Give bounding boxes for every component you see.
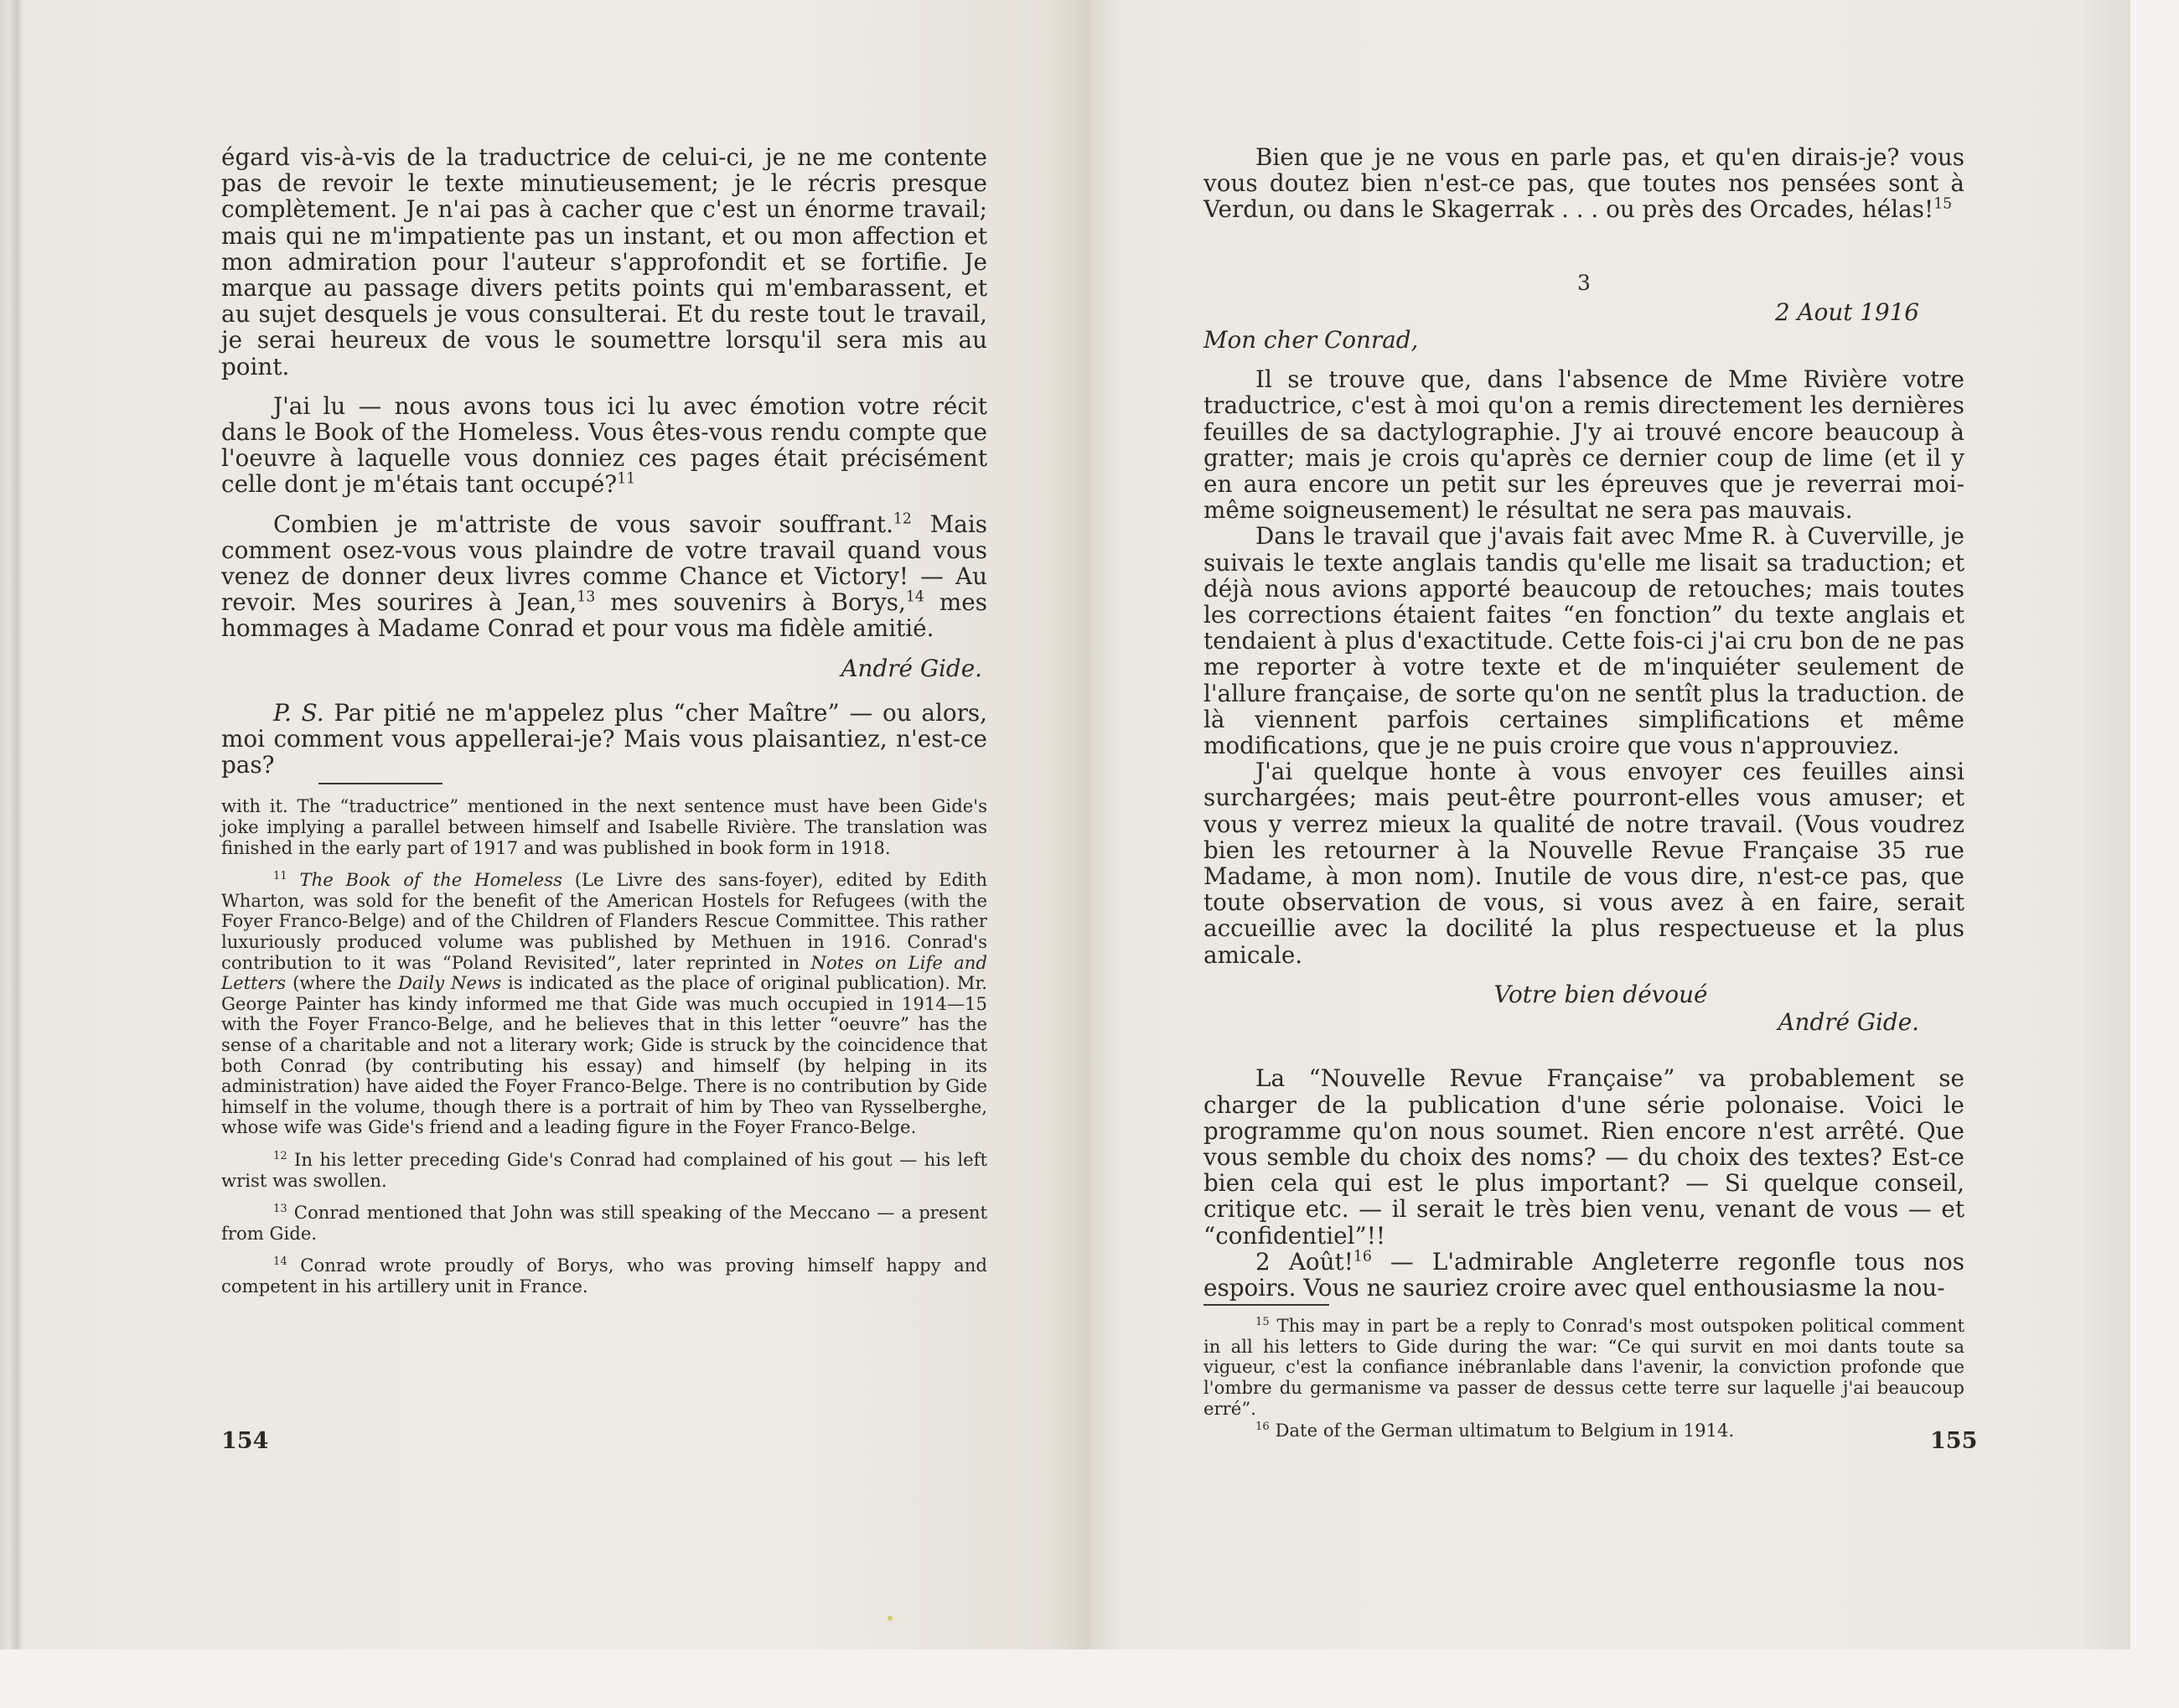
footnote-divider-right [1203,1304,1329,1306]
footnote-ref-16: 16 [1353,1248,1372,1265]
footnote-12: $^{12}$ In his letter preceding Gide's Conrad had complained of his gout — his left wrist was swollen. [221,1148,987,1191]
footnote-14: $^{14}$ Conrad wrote proudly of Borys, who was proving himself happy and competent in his artillery unit in France. [221,1255,987,1297]
footnote-ref-15: 15 [1933,196,1953,214]
footnote-ref-14: 14 [905,588,924,606]
postscript: P. S. Par pitié ne m'appelez plus “cher Maître” — ou alors, moi comment vous appellerai-je? Mais vous plaisantiez, n'est-ce pas? [221,698,987,779]
left-text-column [221,144,987,1297]
footnote-ref-13: 13 [577,588,596,606]
right-text-column [1203,144,1964,1441]
signature-right: André Gide. [1778,1008,1919,1037]
footnote-continuation: with it. The “traductrice” mentioned in the next sentence must have been Gide's joke implying a parallel between himself and Isabelle Rivière. The translation was finished in the early part of 1917 and was published in book form in 1918. [221,795,987,858]
footnote-16: $^{16}$ Date of the German ultimatum to Belgium in 1914. [1255,1420,1735,1441]
paragraph-r5: La “Nouvelle Revue Française” va probablement se charger de la publication d'une série polonaise. Voici le programme qu'on nous soumet. Rien encore n'est arrêté. Que vous semble du choix des noms? — du choix des textes? Est-ce bien cela qui est le plus important? — Si quelque conseil, critique etc. — il serait le très bien venu, venant de vous — et “confidentiel”!! [1203,1064,1964,1250]
footnote-ref-12: 12 [893,510,912,528]
paragraph-r3: Dans le travail que j'avais fait avec Mme R. à Cuverville, je suivais le texte anglais tandis qu'elle me lisait sa traduction; et déjà nous avions apporté beaucoup de retouches; mais toutes les corrections étaient faites “en fonction” du texte anglais et tendaient à plus d'exactitude. Cette fois-ci j'ai cru bon de ne pas me reporter à votre texte et de m'inquiéter seulement de l'allure française, de sorte qu'on ne sentît plus la traduction. de là viennent parfois certaines simplifications et même modifications, que je ne puis croire que vous n'approuviez. [1203,522,1964,760]
paragraph-r6: 2 Août!$^{16}$ — L'admirable Angleterre regonfle tous nos espoirs. Vous ne sauriez croire avec quel enthousiasme la nou- [1203,1247,1964,1302]
page-stack-edge [0,0,30,1649]
paragraph-r2: Il se trouve que, dans l'absence de Mme Rivière votre traductrice, c'est à moi qu'on a remis directement les dernières feuilles de sa dactylographie. J'y ai trouvé encore beaucoup à gratter; mais je crois qu'après ce dernier coup de lime (et il y en aura encore un petit sur les épreuves que je reverrai moi-même soigneusement) le résultat ne sera pas mauvais. [1203,365,1964,525]
scan-bottom-margin [0,1649,2179,1708]
footnote-divider [318,783,443,784]
footnote-15: $^{15}$ This may in part be a reply to Conrad's most outspoken political comment in all his letters to Gide during the war: “Ce qui survit en moi dants toute sa vigueur, c'est la confiance inébranlable dans l'avenir, la conviction profonde que l'ombre du germanisme va passer de dessus cette terre sur laquelle j'ai beaucoup erré”. [1203,1315,1964,1419]
scan-margin [2130,0,2179,1649]
letter-closing: Votre bien dévoué [1493,980,1708,1008]
footnote-11: $^{11}$ The Book of the Homeless (Le Livre des sans-foyer), edited by Edith Wharton, was sold for the benefit of the American Hostels for Refugees (with the Foyer Franco-Belge) and of the Children of Flanders Rescue Committee. This rather luxuriously produced volume was published by Methuen in 1916. Conrad's contribution to it was “Poland Revisited”, later reprinted in Notes on Life and Letters (where the Daily News is indicated as the place of original publication). Mr. George Painter has kindy informed me that Gide was much occupied in 1914—15 with the Foyer Franco-Belge, and he believes that in this letter “oeuvre” has the sense of a charitable and not a literary work; Gide is struck by the coincidence that both Conrad (by contributing his essay) and himself (by helping in its administration) have aided the Foyer Franco-Belge. There is no contribution by Gide himself in the volume, though there is a portrait of him by Theo van Rysselberghe, whose wife was Gide's friend and a leading figure in the Foyer Franco-Belge. [221,869,987,1138]
footnote-ref-11: 11 [617,471,636,489]
signature-left: André Gide. [841,654,982,682]
footnote-13: $^{13}$ Conrad mentioned that John was still speaking of the Meccano — a present from Gide. [221,1202,987,1244]
paragraph-1: égard vis-à-vis de la traductrice de celui-ci, je ne me contente pas de revoir le texte minutieusement; je le récris presque complètement. Je n'ai pas à cacher que c'est un énorme travail; mais qui ne m'impatiente pas un instant, et ou mon affection et mon admiration pour l'auteur s'approfondit et se fortifie. Je marque au passage divers petits points qui m'embarassent, et au sujet desquels je vous consulterai. Et du reste tout le travail, je serai heureux de vous le soumettre lorsqu'il sera mis au point. [221,143,987,380]
letter-number: 3 [1577,270,1591,295]
page-number-left: 154 [221,1428,269,1454]
letter-salutation: Mon cher Conrad, [1203,326,1419,355]
paragraph-3: Combien je m'attriste de vous savoir souffrant.$^{12}$ Mais comment osez-vous vous plaindre de votre travail quand vous venez de donner deux livres comme Chance et Victory! — Au revoir. Mes sourires à Jean,$^{13}$ mes souvenirs à Borys,$^{14}$ mes hommages à Madame Conrad et pour vous ma fidèle amitié. [221,510,987,643]
page-number-right: 155 [1930,1428,1978,1454]
paragraph-opening: Bien que je ne vous en parle pas, et qu'en dirais-je? vous vous doutez bien n'est-ce pas, que toutes nos pensées sont à Verdun, ou dans le Skagerrak . . . ou près des Orcades, hélas!$^{15}$ [1203,143,1964,224]
paragraph-2: J'ai lu — nous avons tous ici lu avec émotion votre récit dans le Book of the Homeless. Vous êtes-vous rendu compte que l'oeuvre à laquelle vous donniez ces pages était précisément celle dont je m'étais tant occupé?$^{11}$ [221,391,987,499]
paper-speck [888,1616,893,1621]
paragraph-r4: J'ai quelque honte à vous envoyer ces feuilles ainsi surchargées; mais peut-être pourront-elles vous amuser; et vous y verrez mieux la qualité de notre travail. (Vous voudrez bien les retourner à la Nouvelle Revue Française 35 rue Madame, à mon nom). Inutile de vous dire, n'est-ce pas, que toute observation de vous, si vous avez à en faire, serait accueillie avec la docilité la plus respectueuse et la plus amicale. [1203,758,1964,969]
letter-date: 2 Aout 1916 [1775,298,1919,326]
